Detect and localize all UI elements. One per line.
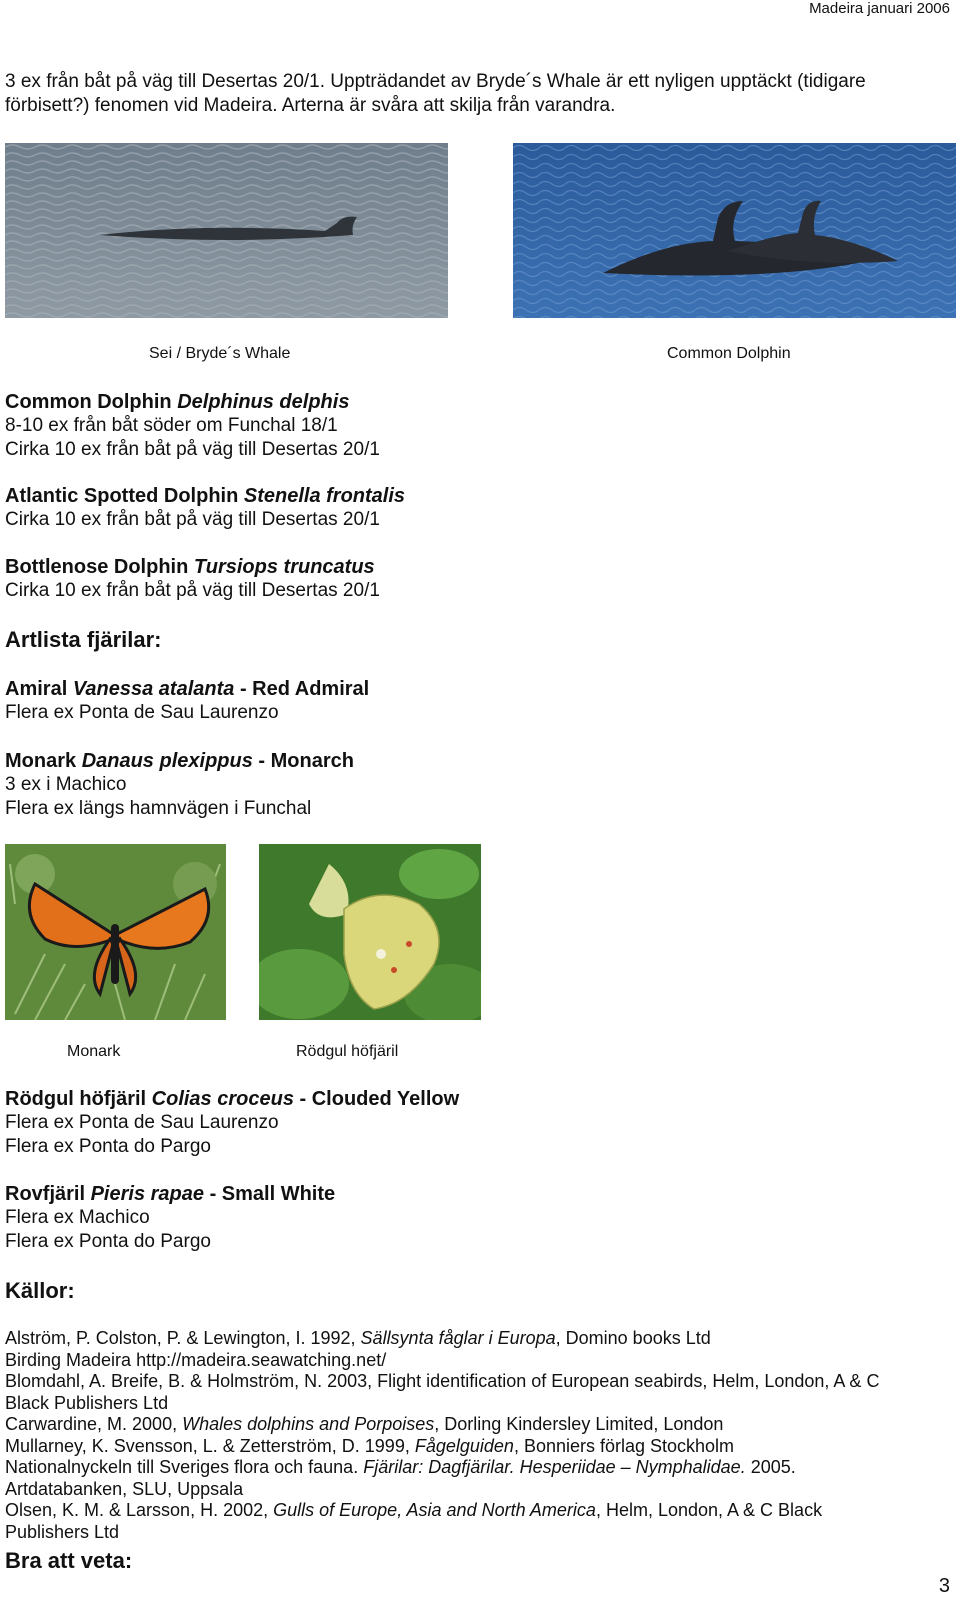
species-title: Rödgul höfjäril Colias croceus - Clouded Yellow (5, 1088, 460, 1110)
species-title: Amiral Vanessa atalanta - Red Admiral (5, 678, 370, 700)
species-title: Atlantic Spotted Dolphin Stenella frontalis (5, 485, 406, 507)
species-observation: 8-10 ex från båt söder om Funchal 18/1 (5, 415, 338, 436)
source-line: Black Publishers Ltd (5, 1392, 169, 1413)
dolphin-photo-caption: Common Dolphin (667, 345, 791, 362)
species-entry (5, 677, 369, 725)
sources-list (5, 1328, 945, 1543)
species-observation: Flera ex Ponta do Pargo (5, 1231, 211, 1252)
sources-heading: Källor: (5, 1278, 75, 1303)
whale-photo-caption: Sei / Bryde´s Whale (149, 345, 291, 362)
species-observation: Cirka 10 ex från båt på väg till Desertas 20/1 (5, 439, 380, 460)
species-entry (5, 484, 405, 532)
species-observation: Flera ex Machico (5, 1207, 150, 1228)
species-entry (5, 749, 354, 821)
source-line: Artdatabanken, SLU, Uppsala (5, 1478, 244, 1499)
good-to-know-heading: Bra att veta: (5, 1548, 133, 1573)
source-line: Publishers Ltd (5, 1521, 120, 1542)
whale-photo (5, 143, 448, 318)
butterflies-heading: Artlista fjärilar: (5, 627, 162, 652)
running-header: Madeira januari 2006 (809, 0, 950, 17)
intro-line: 3 ex från båt på väg till Desertas 20/1. Uppträdandet av Bryde´s Whale är ett nyligen upptäckt (tidigare (5, 71, 866, 92)
species-title: Monark Danaus plexippus - Monarch (5, 750, 354, 772)
species-title: Bottlenose Dolphin Tursiops truncatus (5, 556, 375, 578)
species-observation: Flera ex Ponta do Pargo (5, 1136, 211, 1157)
source-line: Blomdahl, A. Breife, B. & Holmström, N. 2003, Flight identification of European seabirds, Helm, London, A & C (5, 1371, 880, 1391)
clouded-yellow-photo (259, 844, 481, 1020)
species-observation: Flera ex Ponta de Sau Laurenzo (5, 1112, 279, 1133)
source-line: Olsen, K. M. & Larsson, H. 2002, Gulls of Europe, Asia and North America, Helm, London, A & C Black (5, 1500, 823, 1520)
monarch-photo (5, 844, 226, 1020)
species-observation: Cirka 10 ex från båt på väg till Desertas 20/1 (5, 580, 380, 601)
species-entry (5, 390, 380, 462)
species-title: Rovfjäril Pieris rapae - Small White (5, 1183, 336, 1205)
species-observation: 3 ex i Machico (5, 774, 127, 795)
species-observation: Cirka 10 ex från båt på väg till Desertas 20/1 (5, 509, 380, 530)
species-title: Common Dolphin Delphinus delphis (5, 391, 350, 413)
source-line: Birding Madeira http://madeira.seawatching.net/ (5, 1349, 387, 1370)
species-entry (5, 1087, 459, 1159)
source-line: Mullarney, K. Svensson, L. & Zetterström, D. 1999, Fågelguiden, Bonniers förlag Stockholm (5, 1435, 735, 1456)
dolphin-photo (513, 143, 956, 318)
source-line: Alström, P. Colston, P. & Lewington, I. 1992, Sällsynta fåglar i Europa, Domino books Ltd (5, 1328, 711, 1348)
species-observation: Flera ex Ponta de Sau Laurenzo (5, 702, 279, 723)
monarch-photo-caption: Monark (67, 1043, 121, 1060)
intro-paragraph (5, 70, 945, 118)
species-entry (5, 555, 380, 603)
clouded-yellow-photo-caption: Rödgul höfjäril (296, 1043, 399, 1060)
source-line: Nationalnyckeln till Sveriges flora och fauna. Fjärilar: Dagfjärilar. Hesperiidae – Nymphalidae. 2005. (5, 1457, 796, 1477)
species-observation: Flera ex längs hamnvägen i Funchal (5, 798, 312, 819)
source-line: Carwardine, M. 2000, Whales dolphins and Porpoises, Dorling Kindersley Limited, London (5, 1414, 724, 1434)
intro-line: förbisett?) fenomen vid Madeira. Arterna är svåra att skilja från varandra. (5, 95, 616, 116)
species-entry (5, 1182, 335, 1254)
page-number: 3 (938, 1575, 950, 1597)
